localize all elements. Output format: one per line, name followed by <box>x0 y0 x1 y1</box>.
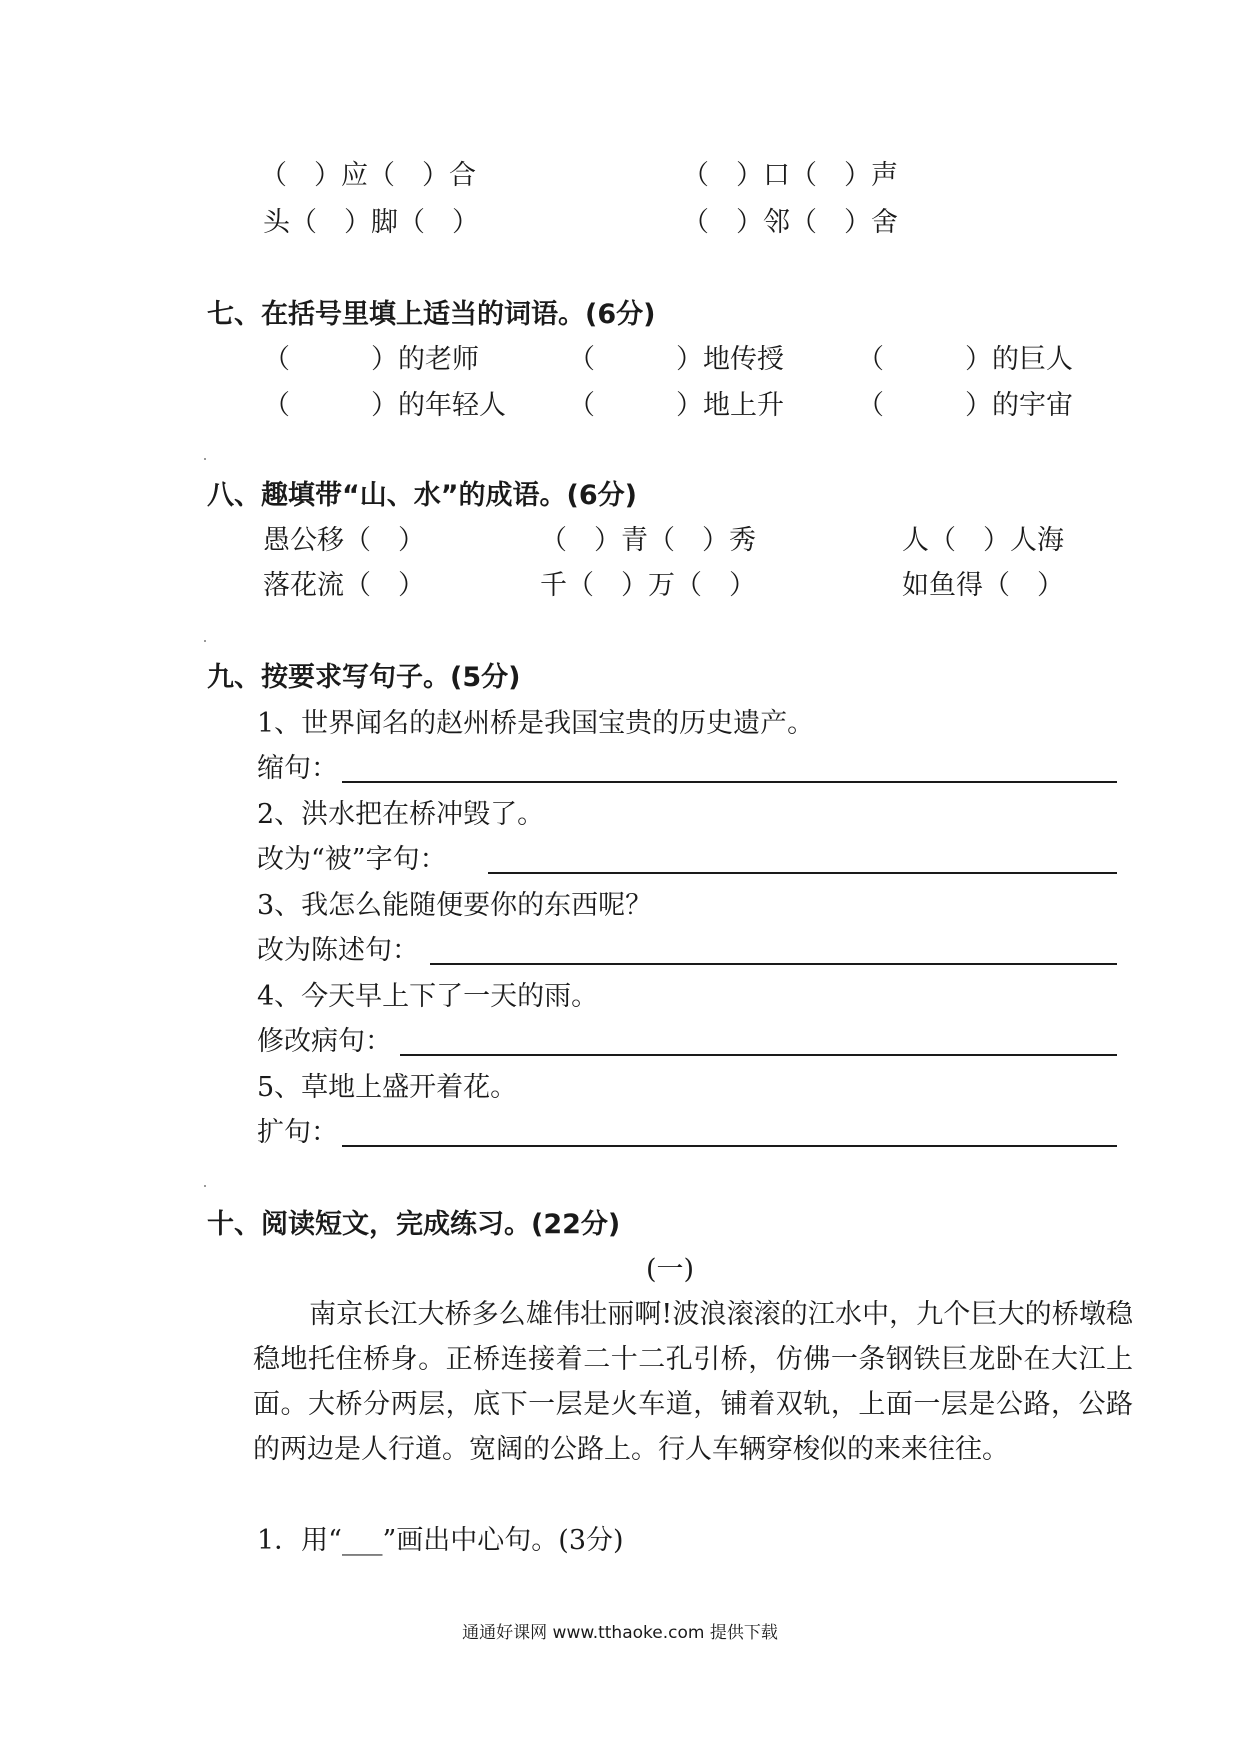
s9-item2-answer-line[interactable] <box>488 872 1117 874</box>
reading-passage <box>253 1292 1133 1472</box>
s8-row1-col2: （ ）青（ ）秀 <box>540 525 756 556</box>
s9-item3-sentence: 3、我怎么能随便要你的东西呢？ <box>257 890 653 921</box>
s9-item1-label: 缩句： <box>257 753 338 784</box>
s8-row1-col3: 人（ ）人海 <box>902 525 1064 556</box>
section9-heading: 九、按要求写句子。(5分) <box>207 662 521 693</box>
s8-row2-col3: 如鱼得（ ） <box>902 570 1064 601</box>
s7-row1-col1: （ ）的老师 <box>263 344 479 375</box>
section10-heading: 十、阅读短文，完成练习。(22分) <box>207 1209 621 1240</box>
question-1: 1．用“___”画出中心句。(3分) <box>257 1525 624 1556</box>
s7-row2-col3: （ ）的宇宙 <box>857 390 1073 421</box>
s9-item3-answer-line[interactable] <box>430 963 1117 965</box>
s8-row1-col1: 愚公移（ ） <box>263 525 425 556</box>
s8-row2-col2: 千（ ）万（ ） <box>540 570 756 601</box>
page-footer: 通通好课网 www.tthaoke.com 提供下载 <box>462 1623 778 1643</box>
s6-row2-col2: （ ）邻（ ）舍 <box>682 207 898 238</box>
s6-row1-col2: （ ）口（ ）声 <box>682 160 898 191</box>
section8-heading: 八、趣填带“山、水”的成语。(6分) <box>207 480 637 511</box>
s6-row1-col1: （ ）应（ ）合 <box>260 160 476 191</box>
s9-item5-label: 扩句： <box>257 1117 338 1148</box>
s9-item4-label: 修改病句： <box>257 1026 392 1057</box>
reading-passage-text: 南京长江大桥多么雄伟壮丽啊!波浪滚滚的江水中，九个巨大的桥墩稳稳地托住桥身。正桥连接着二十二孔引桥，仿佛一条钢铁巨龙卧在大江上面。大桥分两层，底下一层是火车道，铺着双轨，上面一层是公路，公路的两边是人行道。宽阔的公路上。行人车辆穿梭似的来来往往。 <box>253 1299 1133 1465</box>
s9-item4-sentence: 4、今天早上下了一天的雨。 <box>257 981 599 1012</box>
s9-item4-answer-line[interactable] <box>400 1054 1117 1056</box>
section7-heading: 七、在括号里填上适当的词语。(6分) <box>207 299 656 330</box>
s9-item5-answer-line[interactable] <box>342 1145 1117 1147</box>
s9-item3-label: 改为陈述句： <box>257 935 419 966</box>
s9-item2-label: 改为“被”字句： <box>257 844 447 875</box>
scan-dot <box>204 458 206 460</box>
scan-dot <box>204 1185 206 1187</box>
s9-item1-sentence: 1、世界闻名的赵州桥是我国宝贵的历史遗产。 <box>257 708 815 739</box>
s6-row2-col1: 头（ ）脚（ ） <box>263 207 479 238</box>
s8-row2-col1: 落花流（ ） <box>263 570 425 601</box>
s7-row2-col2: （ ）地上升 <box>568 390 784 421</box>
s9-item1-answer-line[interactable] <box>342 781 1117 783</box>
s9-item5-sentence: 5、草地上盛开着花。 <box>257 1072 518 1103</box>
s7-row1-col3: （ ）的巨人 <box>857 344 1073 375</box>
s9-item2-sentence: 2、洪水把在桥冲毁了。 <box>257 799 545 830</box>
passage-subtitle: (一) <box>646 1254 695 1285</box>
s7-row2-col1: （ ）的年轻人 <box>263 390 506 421</box>
s7-row1-col2: （ ）地传授 <box>568 344 784 375</box>
scan-dot <box>204 640 206 642</box>
